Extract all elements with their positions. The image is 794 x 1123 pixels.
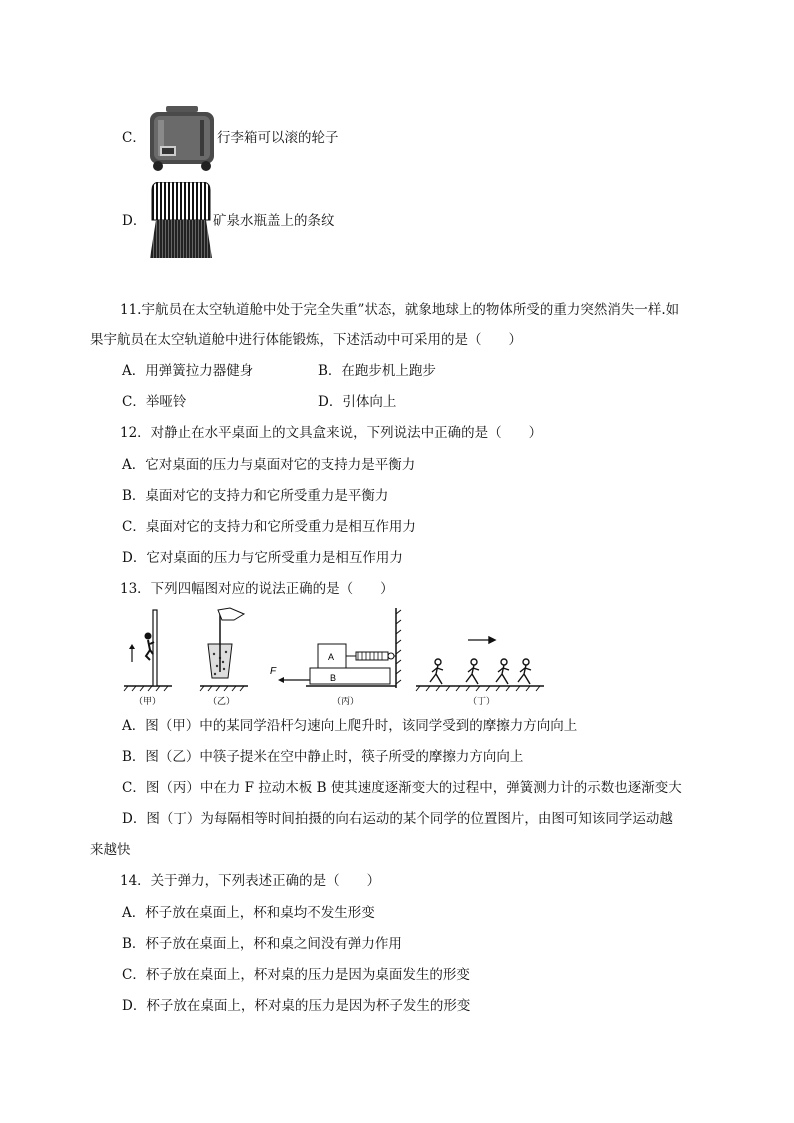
option-letter: D． — [122, 213, 147, 229]
option-b: B．桌面对它的支持力和它所受重力是平衡力 — [122, 488, 389, 504]
option-a: A．杯子放在桌面上，杯和桌均不发生形变 — [122, 905, 375, 921]
question-stem: 14．关于弹力，下列表述正确的是（ ） — [120, 873, 381, 889]
question-stem: 11.宇航员在太空轨道舱中处于完全失重”状态，就象地球上的物体所受的重力突然消失一样.如 — [120, 302, 680, 318]
option-letter: C． — [122, 130, 146, 146]
question-stem: 12．对静止在水平桌面上的文具盒来说，下列说法中正确的是（ ） — [120, 425, 543, 441]
option-d-continued: 来越快 — [90, 842, 131, 858]
bottle-cap-image — [148, 182, 214, 258]
option-a: A．用弹簧拉力器健身 — [122, 363, 254, 379]
force-f-label: F — [270, 666, 277, 677]
option-b: B．在跑步机上跑步 — [318, 363, 436, 379]
option-a: A．图（甲）中的某同学沿杆匀速向上爬升时，该同学受到的摩擦力方向向上 — [122, 718, 578, 734]
option-a: A．它对桌面的压力与桌面对它的支持力是平衡力 — [122, 457, 416, 473]
figure-yi — [200, 608, 248, 706]
block-b-label: B — [330, 673, 337, 683]
option-caption: 行李箱可以滚的轮子 — [217, 130, 339, 146]
option-c: C．图（丙）中在力 F 拉动木板 B 使其速度逐渐变大的过程中，弹簧测力计的示数也逐渐变大 — [122, 780, 682, 796]
question-stem: 13．下列四幅图对应的说法正确的是（ ） — [120, 581, 394, 597]
option-b: B．杯子放在桌面上，杯和桌之间没有弹力作用 — [122, 936, 402, 952]
figure-label-ding: （丁） — [468, 696, 496, 706]
block-a-label: A — [328, 652, 335, 662]
option-d: D．图（丁）为每隔相等时间拍摄的向右运动的某个同学的位置图片，由图可知该同学运动越 — [122, 811, 673, 827]
option-c: C．桌面对它的支持力和它所受重力是相互作用力 — [122, 519, 416, 535]
option-d: D．杯子放在桌面上，杯对桌的压力是因为杯子发生的形变 — [122, 998, 471, 1014]
option-b: B．图（乙）中筷子提米在空中静止时，筷子所受的摩擦力方向向上 — [122, 749, 524, 765]
option-d: D．引体向上 — [318, 394, 397, 410]
figure-label-yi: （乙） — [208, 696, 236, 706]
question-stem-continued: 果宇航员在太空轨道舱中进行体能锻炼，下述活动中可采用的是（ ） — [90, 332, 522, 348]
figure-jia — [124, 610, 172, 706]
option-c: C．杯子放在桌面上，杯对桌的压力是因为桌面发生的形变 — [122, 967, 470, 983]
figure-label-bing: （丙） — [332, 696, 360, 706]
option-c: C．举哑铃 — [122, 394, 187, 410]
figure-label-jia: （甲） — [134, 696, 162, 706]
figure-bing — [270, 608, 401, 706]
four-physics-figures — [120, 606, 550, 710]
suitcase-image — [148, 106, 216, 172]
figure-ding — [416, 637, 544, 706]
option-caption: 矿泉水瓶盖上的条纹 — [213, 213, 335, 229]
option-d: D．它对桌面的压力与它所受重力是相互作用力 — [122, 550, 403, 566]
